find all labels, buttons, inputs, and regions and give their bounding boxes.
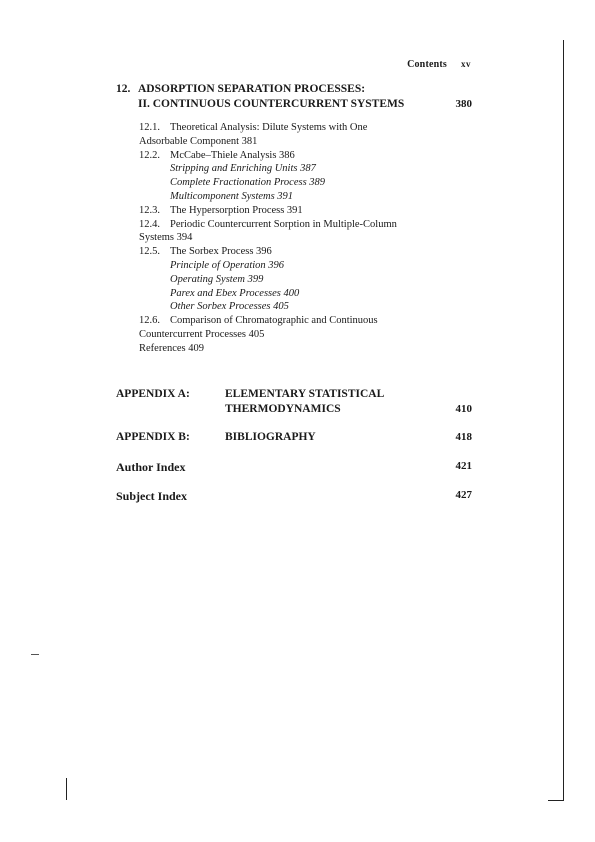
- section-line: [139, 245, 459, 259]
- subsection-entry: Other Sorbex Processes 405: [170, 301, 289, 313]
- author-index-entry: [116, 460, 472, 475]
- section-line: [139, 204, 459, 218]
- section-title: The Hypersorption Process 391: [170, 204, 303, 216]
- subject-index-page: 427: [455, 489, 472, 501]
- section-number: 12.4.: [139, 218, 160, 230]
- section-title: Countercurrent Processes 405: [139, 328, 265, 340]
- scan-edge-left: [66, 778, 67, 800]
- author-index-label: Author Index: [116, 460, 186, 474]
- section-line: [139, 149, 459, 163]
- appendix-b-title: BIBLIOGRAPHY: [225, 431, 316, 443]
- section-title: McCabe–Thiele Analysis 386: [170, 149, 295, 161]
- section-line: [139, 135, 459, 149]
- appendix-b-label: APPENDIX B:: [116, 431, 190, 443]
- section-number: 12.2.: [139, 149, 160, 161]
- section-title: The Sorbex Process 396: [170, 246, 272, 258]
- section-entry: [139, 204, 459, 218]
- scan-edge-corner: [548, 800, 564, 801]
- scan-edge-right: [563, 40, 564, 800]
- page-folio: xv: [461, 59, 471, 69]
- section-number: 12.5.: [139, 246, 160, 258]
- appendix-a-label: APPENDIX A:: [116, 388, 190, 400]
- chapter-entry: [116, 82, 472, 112]
- section-number: 12.3.: [139, 204, 160, 216]
- appendix-b-entry: [116, 430, 472, 445]
- chapter-title-1: ADSORPTION SEPARATION PROCESSES:: [138, 83, 366, 95]
- section-title: Theoretical Analysis: Dilute Systems with One: [170, 122, 368, 133]
- section-entry: [139, 314, 459, 355]
- subject-index-entry: [116, 489, 472, 504]
- section-entry: [139, 245, 459, 314]
- subsection-entry: Complete Fractionation Process 389: [170, 177, 326, 189]
- section-title: Comparison of Chromatographic and Continuous: [170, 315, 378, 327]
- section-entry: [139, 121, 459, 149]
- chapter-number: 12.: [116, 83, 131, 95]
- subject-index-label: Subject Index: [116, 489, 188, 503]
- section-line: [139, 328, 459, 342]
- appendix-a-entry: [116, 387, 472, 417]
- appendix-b-page: 418: [455, 431, 472, 443]
- section-title: Periodic Countercurrent Sorption in Multiple-Column: [170, 218, 397, 230]
- chapter-title-2: II. CONTINUOUS COUNTERCURRENT SYSTEMS: [138, 98, 405, 110]
- section-line: [139, 342, 459, 356]
- section-line: [139, 314, 459, 328]
- section-list: [139, 121, 459, 356]
- header-label: Contents: [407, 59, 447, 70]
- subsection-entry: Principle of Operation 396: [170, 259, 285, 271]
- section-title: Adsorbable Component 381: [139, 135, 258, 147]
- section-title: Systems 394: [139, 232, 193, 244]
- chapter-page: 380: [455, 98, 472, 110]
- section-entry: [139, 149, 459, 204]
- section-line: [139, 231, 459, 245]
- running-header: [407, 59, 471, 70]
- appendix-a-title-1: ELEMENTARY STATISTICAL: [225, 388, 385, 400]
- section-number: 12.6.: [139, 315, 160, 327]
- appendix-a-page: 410: [455, 403, 472, 415]
- section-number: 12.1.: [139, 122, 160, 133]
- section-line: [139, 218, 459, 232]
- chapter-title-line-1: [116, 82, 472, 97]
- subsection-entry: Operating System 399: [170, 273, 264, 285]
- section-line: [139, 121, 459, 135]
- section-entry: [139, 218, 459, 246]
- appendix-a-title-2: THERMODYNAMICS: [225, 403, 341, 415]
- scan-speck: [31, 654, 39, 655]
- chapter-title-line-2: [116, 97, 472, 112]
- subsection-entry: Stripping and Enriching Units 387: [170, 163, 316, 175]
- subsection-entry: Parex and Ebex Processes 400: [170, 287, 300, 299]
- author-index-page: 421: [455, 460, 472, 472]
- section-title: References 409: [139, 342, 205, 354]
- subsection-entry: Multicomponent Systems 391: [170, 190, 294, 202]
